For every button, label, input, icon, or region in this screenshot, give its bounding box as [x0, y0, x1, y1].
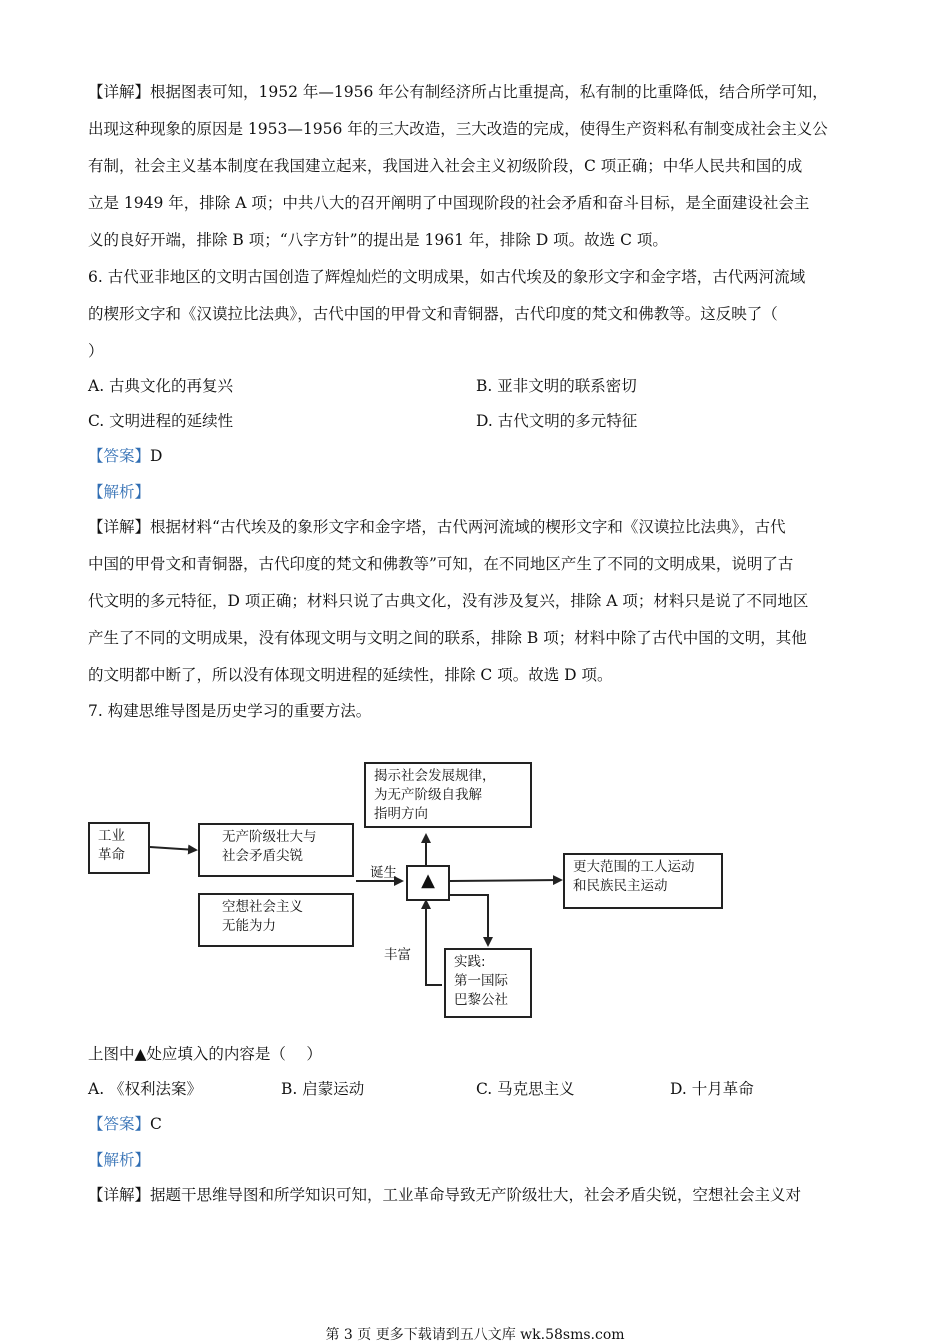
q7-answer-tag: 【答案】 [88, 1115, 151, 1133]
box-utopian-socialism [198, 893, 354, 947]
q7-stem: 7. 构建思维导图是历史学习的重要方法。 [88, 702, 372, 720]
arrow-center-to-practice [450, 895, 488, 945]
q7-answer-value: C [150, 1115, 162, 1133]
q7-option-a: A. 《权利法案》 [88, 1080, 203, 1098]
q7-answer [88, 1114, 162, 1134]
box-practice-line-2: 第一国际 [454, 973, 508, 989]
label-enrich: 丰富 [384, 947, 411, 963]
triangle-icon: ▲ [421, 870, 435, 891]
box-movement-line-2: 和民族民主运动 [573, 878, 668, 894]
q6-stem-line-3: ） [88, 342, 104, 360]
box-utopian-line-1: 空想社会主义 [222, 899, 303, 915]
q7-option-b: B. 启蒙运动 [281, 1080, 365, 1098]
q6-option-a: A. 古典文化的再复兴 [88, 377, 234, 395]
box-center-blank [406, 865, 450, 901]
box-utopian-line-2: 无能为力 [222, 918, 276, 934]
q6-option-b: B. 亚非文明的联系密切 [476, 377, 637, 395]
box-industrial-line-1: 工业 [98, 828, 125, 844]
q7-option-c: C. 马克思主义 [476, 1080, 575, 1098]
box-workers-movement [563, 853, 723, 909]
box-practice-line-3: 巴黎公社 [454, 992, 508, 1008]
box-industrial-line-2: 革命 [98, 847, 125, 863]
box-reveal-line-2: 为无产阶级自我解 [374, 787, 482, 803]
q6-stem-line-2: 的楔形文字和《汉谟拉比法典》，古代中国的甲骨文和青铜器，古代印度的梵文和佛教等。这反映了（ [88, 305, 778, 323]
q7-option-d: D. 十月革命 [670, 1080, 754, 1098]
box-industrial-revolution [88, 822, 150, 874]
q7-detail-line-1: 【详解】据题干思维导图和所学知识可知，工业革命导致无产阶级壮大，社会矛盾尖锐，空想社会主义对 [88, 1186, 802, 1204]
arrow-industrial-to-proletariat [150, 847, 196, 850]
box-proletariat-line-1: 无产阶级壮大与 [222, 829, 317, 845]
q6-option-c: C. 文明进程的延续性 [88, 412, 234, 430]
box-reveal-laws [364, 762, 532, 828]
q5-detail-line-4: 立是 1949 年，排除 A 项；中共八大的召开阐明了中国现阶段的社会矛盾和奋斗目标，是全面建设社会主 [88, 194, 810, 212]
box-practice [444, 948, 532, 1018]
q6-analysis-tag: 【解析】 [88, 483, 151, 501]
q7-analysis-tag: 【解析】 [88, 1151, 151, 1169]
box-proletariat-line-2: 社会矛盾尖锐 [222, 848, 303, 864]
q5-detail-line-5: 义的良好开端，排除 B 项；“八字方针”的提出是 1961 年，排除 D 项。故选 C 项。 [88, 231, 668, 249]
q5-detail-line-3: 有制，社会主义基本制度在我国建立起来，我国进入社会主义初级阶段，C 项正确；中华人民共和国的成 [88, 157, 803, 175]
box-reveal-line-1: 揭示社会发展规律， [374, 768, 496, 784]
box-proletariat [198, 823, 354, 877]
q6-option-d: D. 古代文明的多元特征 [476, 412, 638, 430]
q6-detail-line-4: 产生了不同的文明成果，没有体现文明与文明之间的联系，排除 B 项；材料中除了古代中国的文明，其他 [88, 629, 807, 647]
q7-question: 上图中▲处应填入的内容是（ ） [88, 1045, 322, 1063]
mind-map-diagram [86, 755, 736, 1025]
q6-detail-line-5: 的文明都中断了，所以没有体现文明进程的延续性，排除 C 项。故选 D 项。 [88, 666, 613, 684]
q6-detail-line-1: 【详解】根据材料“古代埃及的象形文字和金字塔，古代两河流域的楔形文字和《汉谟拉比法典》，古代 [88, 518, 786, 536]
arrow-center-to-movement [450, 880, 561, 881]
q6-answer-value: D [150, 447, 163, 465]
q6-detail-line-3: 代文明的多元特征，D 项正确；材料只说了古典文化，没有涉及复兴，排除 A 项；材料只是说了不同地区 [88, 592, 809, 610]
q5-detail-line-2: 出现这种现象的原因是 1953—1956 年的三大改造，三大改造的完成，使得生产资料私有制变成社会主义公 [88, 120, 828, 138]
q6-answer [88, 446, 162, 466]
box-practice-line-1: 实践: [454, 954, 486, 970]
label-birth: 诞生 [370, 865, 397, 881]
q6-detail-line-2: 中国的甲骨文和青铜器，古代印度的梵文和佛教等”可知，在不同地区产生了不同的文明成果，说明了古 [88, 555, 794, 573]
box-movement-line-1: 更大范围的工人运动 [573, 859, 695, 875]
q5-detail-line-1: 【详解】根据图表可知，1952 年—1956 年公有制经济所占比重提高，私有制的比重降低，结合所学可知， [88, 83, 828, 101]
page-footer: 第 3 页 更多下载请到五八文库 wk.58sms.com [325, 1327, 625, 1343]
q6-answer-tag: 【答案】 [88, 447, 151, 465]
box-reveal-line-3: 指明方向 [374, 806, 428, 822]
q6-stem-line-1: 6. 古代亚非地区的文明古国创造了辉煌灿烂的文明成果，如古代埃及的象形文字和金字塔，古代两河流域 [88, 268, 806, 286]
arrow-practice-to-center [426, 901, 442, 985]
